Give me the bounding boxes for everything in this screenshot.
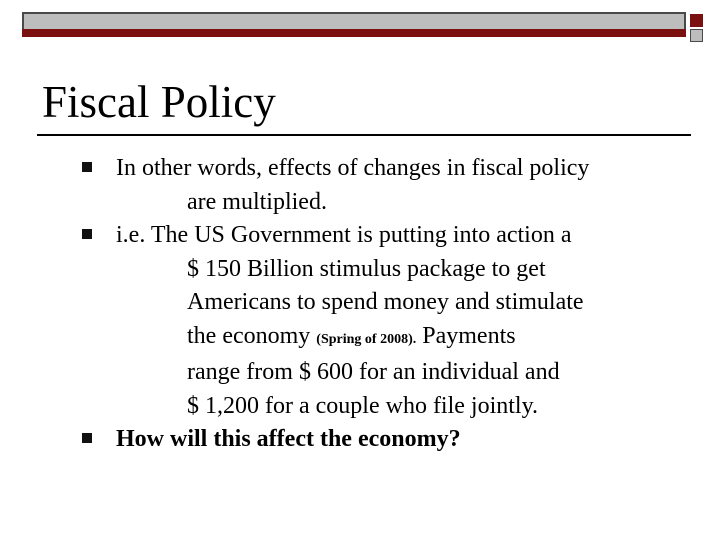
bullet-square-icon [82, 162, 92, 172]
bullet-2-line-3: Americans to spend money and stimulate [187, 289, 584, 315]
bullet-2-line-5: range from $ 600 for an individual and [187, 359, 560, 385]
bullet-2-line-6: $ 1,200 for a couple who file jointly. [187, 392, 539, 419]
bullet-square-icon [82, 433, 92, 443]
corner-square-gray [690, 29, 703, 42]
bullet-2-line-4-tail: Payments [416, 322, 516, 349]
bullet-square-icon [82, 229, 92, 239]
bullet-list [82, 152, 702, 457]
bullet-2-line-4-text: the economy [187, 322, 317, 349]
bullet-1-line-2: are multiplied. [187, 188, 327, 215]
title-underline [37, 134, 691, 136]
bullet-1-line-1: In other words, effects of changes in fiscal policy [116, 155, 590, 181]
bullet-item-1 [82, 152, 702, 219]
bullet-item-3 [82, 423, 702, 457]
bullet-item-2 [82, 219, 702, 423]
header-accent-bar [22, 29, 686, 37]
bullet-3-question: How will this affect the economy? [116, 426, 461, 452]
bullet-2-line-2: $ 150 Billion stimulus package to get [187, 255, 546, 282]
bullet-2-line-4 [116, 320, 702, 357]
corner-square-red [690, 14, 703, 27]
slide-title: Fiscal Policy [42, 77, 276, 127]
date-note: (Spring of 2008). [316, 331, 417, 347]
bullet-2-line-1: i.e. The US Government is putting into action a [116, 222, 572, 248]
